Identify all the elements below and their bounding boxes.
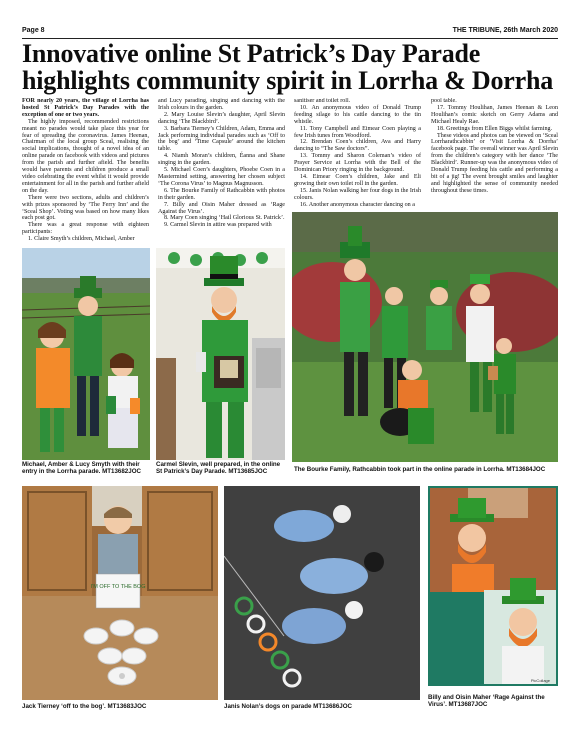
photo-bourke-caption: The Bourke Family, Rathcabbin took part in the online parade in Lorrha. MT13684JOC [294,466,546,473]
article-column-2 [158,98,285,244]
photo-nolan-dogs [224,486,420,700]
photo-jack-image [22,486,218,700]
page-header [22,26,558,38]
photo-smyth-image [22,248,150,460]
paragraph: 5. Michael Coen’s daughters, Phoebe Coen in a Mastermind setting, answering her chosen subject ‘The Corona Virus’ to Magnus Magnusson. [158,167,285,187]
paragraph: 2. Mary Louise Slevin’s daughter, April Slevin dancing ‘The Blackbird’. [158,111,285,125]
article-column-1 [22,98,149,244]
jack-sign-text: I’M OFF TO THE BOG [90,584,146,590]
paragraph: sanitiser and toilet roll. [294,98,351,104]
paragraph: 1. Claire Smyth’s children, Michael, Amber [28,236,135,243]
paragraph: pool table. [431,98,457,104]
article-lead: FOR nearly 20 years, the village of Lorrha has hosted St Patrick’s Day Parades with the exception of one or two years. [22,98,149,118]
paragraph: 13. Tommy and Sharon Coleman’s video of Prayer Service at Lorrha with the Bell of the Dominican Priory ringing in the background. [294,153,421,174]
photo-dogs-caption: Janis Nolan’s dogs on parade MT13686JOC [224,703,353,710]
photo-maher-collage [428,486,558,686]
photo-bourke-image [292,212,558,462]
paragraph: 14. Eimear Coen’s children, Jake and Eli growing their own toilet roll in the garden. [294,173,421,187]
photo-carmel-image [156,248,285,460]
paragraph: There was a great response with eighteen participants: [22,222,149,236]
headline-line-1: Innovative online St Patrick’s Day Parade [22,39,481,68]
photo-jack-tierney [22,486,218,700]
paragraph: 17. Tommy Houlihan, James Heenan & Leon Houlihan’s comic sketch on Gerry Adams and Michael Healy Rae. [431,104,558,125]
paragraph: 7. Billy and Oisin Maher dressed as ‘Rage Against the Virus’. [158,201,285,215]
photo-maher-image [428,486,558,686]
paragraph: 16. Another anonymous character dancing on a [300,201,415,208]
paragraph: 9. Carmel Slevin in attire was prepared with [164,222,272,229]
photo-dogs-image [224,486,420,700]
paragraph: These videos and photos can be viewed on ‘Sceal Lorrharathcabbin’ or ‘Visit Lorrha & Dorrha’ facebook page. The overall winner was April Slevin from the children’s category with her dance ‘The Blackbird’. Runner-up was the anonymous video of Donald Trump feeding his cattle and performing a bit of a jig! The event brought smiles and laughter and highlighted the sense of community needed throughout these times. [431,132,558,194]
article-headline [22,40,562,94]
photo-carmel-slevin [156,248,285,460]
paragraph: 6. The Bourke Family of Rathcabbin with photos in their garden. [158,187,285,201]
photo-smyth-caption: Michael, Amber & Lucy Smyth with their entry in the Lorrha parade. MT13682JOC [22,461,141,475]
paragraph: There were two sections, adults and children’s with prizes sponsored by ‘The Ferry Inn’ and the ‘Sceal Shop’. Voting was based on how many likes each post got. [22,194,149,222]
paragraph: 12. Brendan Coen’s children, Ava and Harry dancing to “The Saw doctors”. [294,139,421,153]
paragraph: 18. Greetings from Ellen Biggs whilst farming. [437,125,553,132]
paragraph: The highly imposed, recommended restrictions meant no parades would take place this year for fear of spreading the coronavirus. James Heenan, Chairman of the local group Sceal, realising the social implications, thought of a novel idea of an online parade on facebook with videos and pictures from the parish and further afield. The benefits would have parents and children produce a small video celebrating the event whilst it would provide entertainment for all in the parish and further afield on the day. [22,118,149,194]
photo-jack-caption: Jack Tierney ‘off to the bog’. MT13683JOC [22,703,147,710]
photo-bourke-family [292,212,558,462]
paragraph: 4. Niamh Moran’s children, Éanna and Shane singing in the garden. [158,153,285,167]
page-number: Page 8 [22,27,45,34]
jack-sign [90,574,145,608]
paragraph: 3. Barbara Tierney’s Children, Adam, Emma and Jack performing individual parades such as ‘Off to the bog’ and ‘Time Capsule’ around the kitchen table. [158,125,285,153]
photo-maher-caption: Billy and Oisin Maher ‘Rage Against the Virus’. MT13687JOC [428,694,545,708]
collage-credit: PicCollage [530,678,550,683]
photo-carmel-caption: Carmel Slevin, well prepared, in the online St Patrick’s Day Parade. MT13685JOC [156,461,281,475]
paragraph: and Lucy parading, singing and dancing with the Irish colours in the garden. [158,98,285,111]
headline-line-2: highlights community spirit in Lorrha & Dorrha [22,66,554,95]
paragraph: 8. Mary Coen singing ‘Hail Glorious St. Patrick’. [164,215,285,222]
paragraph: 10. An anonymous video of Donald Trump feeding silage to his cattle dancing to the tin whistle. [294,104,421,125]
masthead-date: THE TRIBUNE, 26th March 2020 [452,27,558,34]
photo-smyth-children [22,248,150,460]
paragraph: 11. Tony Campbell and Eimear Coen playing a few Irish tunes from Woodford. [294,125,421,139]
paragraph: 15. Janis Nolan walking her four dogs in the Irish colours. [294,187,421,201]
